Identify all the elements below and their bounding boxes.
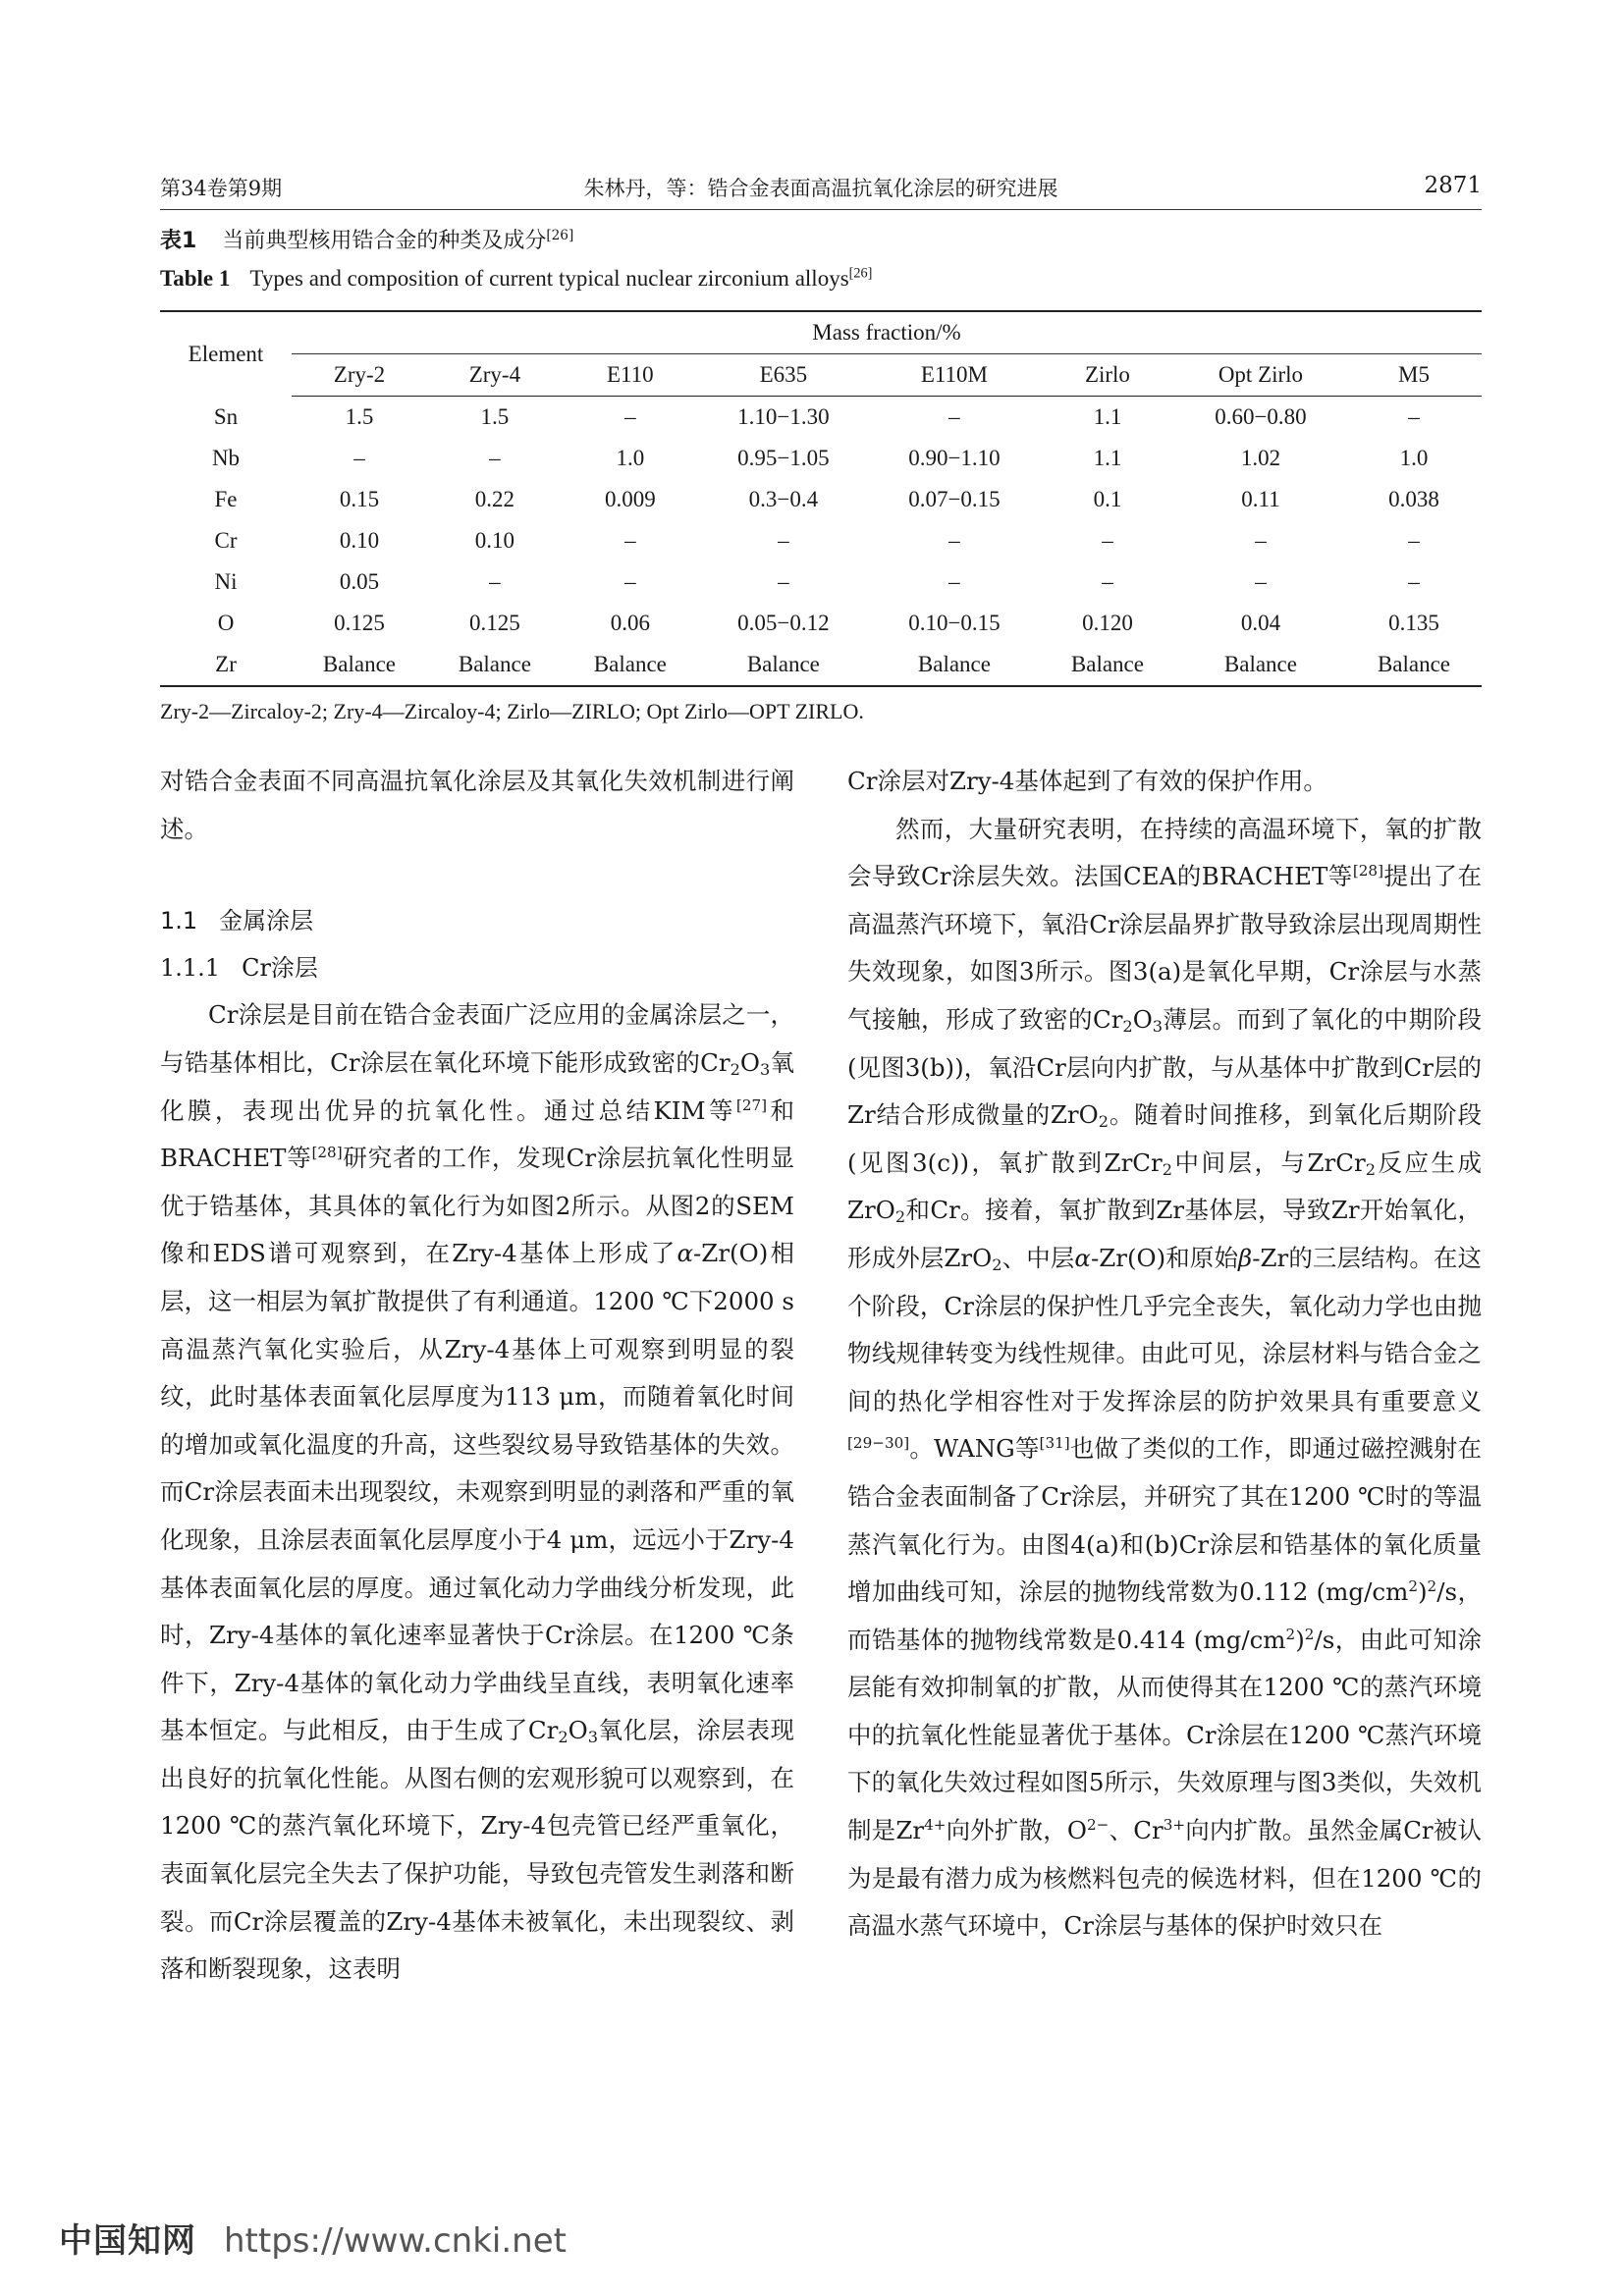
subsection-number: 1.1.1 xyxy=(160,953,221,982)
table-body xyxy=(160,397,1482,687)
value-cell: 0.05 xyxy=(339,569,380,594)
page-number: 2871 xyxy=(1424,173,1482,198)
value-cell: 0.125 xyxy=(469,611,520,635)
value-cell: Balance xyxy=(427,644,563,686)
value-cell: 0.009 xyxy=(604,487,656,511)
value-cell: 0.04 xyxy=(1240,611,1281,635)
table-row xyxy=(160,438,1482,479)
value-cell: 0.11 xyxy=(1241,487,1280,511)
table-caption-en xyxy=(160,266,872,292)
alloy-header: M5 xyxy=(1346,354,1482,397)
value-cell: 1.5 xyxy=(480,404,510,429)
table-caption-cn xyxy=(160,224,573,254)
value-cell: 0.10−0.15 xyxy=(908,611,1001,635)
table-row xyxy=(160,479,1482,520)
paragraph: 然而，大量研究表明，在持续的高温环境下，氧的扩散会导致Cr涂层失效。法国CEA的BRACHET等[28]提出了在高温蒸汽环境下，氧沿Cr涂层晶界扩散导致涂层出现周期性失效现象，如图3所示。图3(a)是氧化早期，Cr涂层与水蒸气接触，形成了致密的$Cr_2O_3$薄层。而到了氧化的中期阶段(见图3(b))，氧沿Cr层向内扩散，与从基体中扩散到Cr层的Zr结合形成微量的ZrO$_2$。随着时间推移，到氧化后期阶段(见图3(c))，氧扩散到ZrCr$_2$中间层，与ZrCr$_2$反应生成ZrO$_2$和Cr。接着，氧扩散到Zr基体层，导致Zr开始氧化，形成外层ZrO$_2$、中层α-Zr(O)和原始β-Zr的三层结构。在这个阶段，Cr涂层的保护性几乎完全丧失，氧化动力学也由抛物线规律转变为线性规律。由此可见，涂层材料与锆合金之间的热化学相容性对于发挥涂层的防护效果具有重要意义[29−30]。WANG等[31]也做了类似的工作，即通过磁控溅射在锆合金表面制备了Cr涂层，并研究了其在1200 ℃时的等温蒸汽氧化行为。由图4(a)和(b)Cr涂层和锆基体的氧化质量增加曲线可知，涂层的抛物线常数为0.112 $(mg/cm^2)^2/s$，而锆基体的抛物线常数是0.414 $(mg/cm^2)^2/s$，由此可知涂层能有效抑制氧的扩散，从而使得其在1200 ℃的蒸汽环境中的抗氧化性能显著优于基体。Cr涂层在1200 ℃蒸汽环境下的氧化失效过程如图5所示，失效原理与图3类似，失效机制是$Zr^{4+}$向外扩散，$O^{2-}$、$Cr^{3+}$向内扩散。虽然金属Cr被认为是最有潜力成为核燃料包壳的候选材料，但在1200 ℃的高温水蒸气环境中，Cr涂层与基体的保护时效只在 xyxy=(847,814,1483,1941)
value-cell: 0.038 xyxy=(1388,487,1439,511)
value-cell: Balance xyxy=(869,644,1040,686)
alloy-header: E635 xyxy=(698,354,869,397)
table-ref-cn: [26] xyxy=(546,227,574,243)
subsection-heading xyxy=(160,944,794,992)
left-column xyxy=(160,758,794,1994)
element-cell: O xyxy=(217,611,235,635)
table-title-en: Types and composition of current typical nuclear zirconium alloys xyxy=(249,266,849,291)
value-cell: 0.125 xyxy=(334,611,385,635)
composition-table xyxy=(160,310,1482,687)
value-cell: – xyxy=(624,404,636,429)
value-cell: 1.1 xyxy=(1093,446,1122,470)
paragraph: 对锆合金表面不同高温抗氧化涂层及其氧化失效机制进行阐述。 xyxy=(160,767,794,843)
alloy-header: Opt Zirlo xyxy=(1175,354,1346,397)
header-rule xyxy=(160,209,1482,210)
cnki-url: https://www.cnki.net xyxy=(224,2221,567,2261)
value-cell: – xyxy=(1255,569,1267,594)
value-cell: 0.135 xyxy=(1388,611,1439,635)
cnki-watermark xyxy=(59,2214,567,2262)
table-ref-en: [26] xyxy=(848,265,873,282)
table-row xyxy=(160,644,1482,686)
value-cell: 0.15 xyxy=(339,487,380,511)
subsection-title: Cr涂层 xyxy=(242,953,318,982)
element-cell: Nb xyxy=(211,446,241,470)
alloy-header: Zirlo xyxy=(1040,354,1175,397)
value-cell: Balance xyxy=(698,644,869,686)
value-cell: 0.60−0.80 xyxy=(1215,404,1307,429)
value-cell: – xyxy=(948,569,960,594)
value-cell: Balance xyxy=(563,644,698,686)
value-cell: Balance xyxy=(292,644,427,686)
element-cell: Sn xyxy=(213,403,239,429)
journal-issue: 第34卷第9期 xyxy=(160,177,283,200)
section-title: 金属涂层 xyxy=(219,907,314,935)
value-cell: 1.10−1.30 xyxy=(737,404,830,429)
value-cell: 0.120 xyxy=(1082,611,1133,635)
mass-fraction-header: Mass fraction/% xyxy=(292,311,1482,354)
value-cell: 1.0 xyxy=(616,446,645,470)
value-cell: Balance xyxy=(1346,644,1482,686)
value-cell: 1.0 xyxy=(1399,446,1429,470)
value-cell: 0.10 xyxy=(474,528,515,553)
cnki-logo: 中国知网 xyxy=(59,2221,196,2261)
value-cell: – xyxy=(1102,528,1113,553)
value-cell: – xyxy=(1408,404,1420,429)
value-cell: – xyxy=(624,528,636,553)
table-label-cn: 表1 xyxy=(160,229,197,253)
value-cell: – xyxy=(489,569,501,594)
paragraph: Cr涂层对Zry-4基体起到了有效的保护作用。 xyxy=(847,767,1327,795)
section-number: 1.1 xyxy=(160,907,198,935)
alloy-header: E110M xyxy=(869,354,1040,397)
value-cell: 0.22 xyxy=(474,487,515,511)
value-cell: – xyxy=(1102,569,1113,594)
value-cell: 0.06 xyxy=(610,611,650,635)
right-column xyxy=(847,758,1482,1950)
value-cell: – xyxy=(778,569,789,594)
value-cell: 0.1 xyxy=(1093,487,1122,511)
value-cell: Balance xyxy=(1175,644,1346,686)
value-cell: – xyxy=(489,446,501,470)
alloy-header: Zry-2 xyxy=(292,354,427,397)
value-cell: – xyxy=(624,569,636,594)
value-cell: – xyxy=(948,404,960,429)
value-cell: 1.1 xyxy=(1093,404,1122,429)
element-cell: Fe xyxy=(214,487,238,511)
value-cell: 1.5 xyxy=(345,404,374,429)
element-cell: Zr xyxy=(160,644,292,686)
alloy-header: Zry-4 xyxy=(427,354,563,397)
value-cell: 0.3−0.4 xyxy=(748,487,819,511)
element-header: Element xyxy=(160,311,292,397)
value-cell: 0.10 xyxy=(339,528,380,553)
table-row xyxy=(160,603,1482,644)
table-title-cn: 当前典型核用锆合金的种类及成分 xyxy=(222,229,547,253)
value-cell: 0.07−0.15 xyxy=(908,487,1001,511)
alloy-header: E110 xyxy=(563,354,698,397)
article-running-title: 朱林丹，等：锆合金表面高温抗氧化涂层的研究进展 xyxy=(583,177,1058,200)
value-cell: 0.05−0.12 xyxy=(737,611,830,635)
value-cell: – xyxy=(1408,528,1420,553)
value-cell: 0.90−1.10 xyxy=(908,446,1001,470)
table-row xyxy=(160,520,1482,561)
running-header xyxy=(160,173,1482,204)
value-cell: – xyxy=(778,528,789,553)
section-heading xyxy=(160,896,794,944)
value-cell: – xyxy=(1408,569,1420,594)
paragraph: Cr涂层是目前在锆合金表面广泛应用的金属涂层之一，与锆基体相比，Cr涂层在氧化环境下能形成致密的$Cr_2O_3$氧化膜，表现出优异的抗氧化性。通过总结KIM等[27]和BRACHET等[28]研究者的工作，发现Cr涂层抗氧化性明显优于锆基体，其具体的氧化行为如图2所示。从图2的SEM像和EDS谱可观察到，在Zry-4基体上形成了α-Zr(O)相层，这一相层为氧扩散提供了有利通道。1200 ℃下2000 s高温蒸汽氧化实验后，从Zry-4基体上可观察到明显的裂纹，此时基体表面氧化层厚度为113 μm，而随着氧化时间的增加或氧化温度的升高，这些裂纹易导致锆基体的失效。而Cr涂层表面未出现裂纹，未观察到明显的剥落和严重的氧化现象，且涂层表面氧化层厚度小于4 μm，远远小于Zry-4基体表面氧化层的厚度。通过氧化动力学曲线分析发现，此时，Zry-4基体的氧化速率显著快于Cr涂层。在1200 ℃条件下，Zry-4基体的氧化动力学曲线呈直线，表明氧化速率基本恒定。与此相反，由于生成了$Cr_2O_3$氧化层，涂层表现出良好的抗氧化性能。从图右侧的宏观形貌可以观察到，在1200 ℃的蒸汽氧化环境下，Zry-4包壳管已经严重氧化，表面氧化层完全失去了保护功能，导致包壳管发生剥落和断裂。而Cr涂层覆盖的Zry-4基体未被氧化，未出现裂纹、剥落和断裂现象，这表明 xyxy=(160,1000,795,1984)
table-label-en: Table 1 xyxy=(160,266,231,291)
element-cell: Cr xyxy=(214,528,238,553)
table-row xyxy=(160,397,1482,439)
value-cell: – xyxy=(353,446,365,470)
value-cell: Balance xyxy=(1040,644,1175,686)
element-cell: Ni xyxy=(214,569,238,594)
table-note: Zry-2—Zircaloy-2; Zry-4—Zircaloy-4; Zirlo—ZIRLO; Opt Zirlo—OPT ZIRLO. xyxy=(160,699,864,723)
value-cell: – xyxy=(1255,528,1267,553)
value-cell: 1.02 xyxy=(1240,446,1281,470)
table-row xyxy=(160,561,1482,603)
value-cell: 0.95−1.05 xyxy=(737,446,830,470)
value-cell: – xyxy=(948,528,960,553)
